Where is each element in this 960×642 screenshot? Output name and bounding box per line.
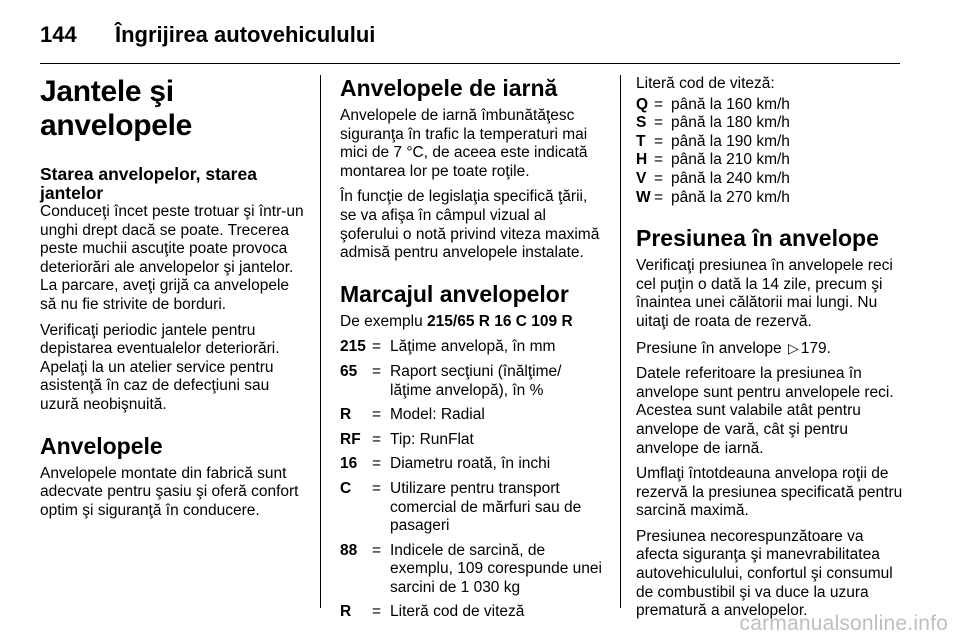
paragraph: Umflaţi întotdeauna anvelopa roţii de rezervă la presiunea specificată pentru sarcină maximă. [636, 465, 903, 520]
list-separator: = [654, 132, 664, 150]
list-definition: până la 270 km/h [671, 188, 790, 206]
list-definition: Raport secţiuni (înălţime/ lăţime anvelopă), în % [390, 362, 562, 399]
list-separator: = [372, 362, 382, 380]
list-separator: = [654, 114, 664, 132]
column-divider-1 [320, 75, 321, 608]
speed-code-list [636, 96, 906, 208]
paragraph-pressure-ref [636, 339, 906, 359]
paragraph: Verificaţi presiunea în anvelopele reci cel puţin o dată la 14 zile, precum şi înaintea unei călătorii mai lungi. Nu uitaţi de roata de rezervă. [636, 257, 893, 330]
list-definition: până la 180 km/h [671, 114, 790, 132]
list-item [340, 363, 602, 400]
list-term: 88 [340, 541, 358, 559]
list-term: R [340, 406, 352, 424]
paragraph: Anvelopele montate din fabrică sunt adecvate pentru şasiu şi oferă confort optim şi siguranţă în conducere. [40, 464, 299, 519]
list-term: S [636, 114, 647, 132]
paragraph: Verificaţi periodic jantele pentru depistarea eventualelor deteriorări. Apelaţi la un atelier service pentru asistenţă în caz de defecţiuni sau uzură neobişnuită. [40, 321, 280, 413]
column-divider-2 [620, 75, 621, 608]
list-separator: = [654, 151, 664, 169]
list-term: 215 [340, 338, 366, 356]
list-definition: Literă cod de viteză [390, 603, 525, 621]
list-term: V [636, 169, 647, 187]
header-rule [40, 63, 900, 64]
list-term: C [340, 479, 352, 497]
list-term: RF [340, 430, 361, 448]
list-definition: Indicele de sarcină, de exemplu, 109 corespunde unei sarcini de 1 030 kg [390, 541, 602, 596]
section-heading-tyres: Anvelopele [40, 432, 163, 459]
list-separator: = [654, 169, 664, 187]
pressure-ref-text: Presiune în anvelope [636, 339, 782, 357]
paragraph: Datele referitoare la presiunea în anvelope sunt pentru anvelopele reci. Acestea sunt valabile atât pentru anvelope de vară, cât şi pentru anvelope de iarnă. [636, 365, 894, 457]
list-separator: = [372, 406, 382, 424]
list-separator: = [372, 430, 382, 448]
tyre-marking-list [340, 338, 602, 622]
section-heading-tyre-marking: Marcajul anvelopelor [340, 280, 569, 307]
list-separator: = [654, 95, 664, 113]
list-definition: până la 160 km/h [671, 95, 790, 113]
list-term: 65 [340, 362, 358, 380]
paragraph: În funcţie de legislaţia specifică ţării, se va afişa în câmpul vizual al şoferului o notă privind viteza maximă admisă pentru anvelopele instalate. [340, 188, 600, 262]
list-term: R [340, 603, 352, 621]
page-reference-icon: ▷ [787, 339, 799, 356]
list-definition: Tip: RunFlat [390, 430, 474, 448]
list-term: 16 [340, 455, 358, 473]
list-item [340, 603, 602, 622]
list-definition: Lăţime anvelopă, în mm [390, 338, 556, 356]
paragraph: Anvelopele de iarnă îmbunătăţesc siguranţa în trafic la temperaturi mai mici de 7 °C, de aceea este indicată montarea lor pe toate roţile. [340, 107, 588, 180]
list-item [636, 114, 906, 133]
list-definition: Model: Radial [390, 406, 485, 424]
list-item [636, 96, 906, 115]
running-title: Îngrijirea autovehiculului [115, 22, 376, 47]
page-number: 144 [40, 22, 77, 47]
paragraph: Presiunea necorespunzătoare va afecta siguranţa şi manevrabilitatea autovehiculului, confortul şi consumul de combustibil şi va duce la uzura prematură a anvelopelor. [636, 527, 893, 620]
list-term: T [636, 132, 646, 150]
list-term: Q [636, 95, 649, 113]
list-separator: = [372, 338, 382, 356]
example-code: 215/65 R 16 C 109 R [427, 312, 573, 330]
watermark: carmanualsonline.info [739, 612, 948, 635]
column-3 [636, 75, 906, 628]
list-item [340, 406, 602, 425]
list-item [636, 170, 906, 189]
list-item [340, 480, 602, 536]
list-item [636, 133, 906, 152]
example-line [340, 313, 602, 332]
list-item [636, 189, 906, 208]
list-item [340, 542, 602, 598]
section-heading-winter-tyres: Anvelopele de iarnă [340, 75, 558, 101]
column-1 [40, 75, 308, 527]
list-term: H [636, 151, 648, 169]
list-definition: până la 190 km/h [671, 132, 790, 150]
list-separator: = [372, 455, 382, 473]
paragraph: Conduceţi încet peste trotuar şi într-un unghi drept dacă se poate. Trecerea peste muchii ascuţite poate provoca deteriorări ale anvelopelor şi jantelor. La parcare, aveţi grijă ca anvelopele să nu fie strivite de borduri. [40, 203, 304, 313]
column-2 [340, 75, 602, 628]
section-heading-rim-condition: Starea anvelopelor, starea jantelor [40, 164, 257, 203]
list-definition: până la 240 km/h [671, 169, 790, 187]
list-item [340, 455, 602, 474]
list-item [340, 431, 602, 450]
section-heading-tyre-pressure: Presiunea în anvelope [636, 225, 879, 252]
speed-code-intro: Literă cod de viteză: [636, 75, 775, 92]
list-item [636, 151, 906, 170]
example-prefix: De exemplu [340, 312, 423, 330]
list-definition: Diametru roată, în inchi [390, 455, 551, 473]
list-definition: Utilizare pentru transport comercial de mărfuri sau de pasageri [390, 479, 582, 535]
list-separator: = [372, 603, 382, 621]
list-separator: = [654, 188, 664, 206]
list-separator: = [372, 541, 382, 559]
list-definition: până la 210 km/h [671, 151, 790, 169]
list-term: W [636, 188, 651, 206]
list-item [340, 338, 602, 357]
chapter-title: Jantele şi anvelopele [40, 75, 193, 142]
page-header [40, 22, 920, 54]
page-reference[interactable]: 179. [800, 339, 831, 357]
list-separator: = [372, 479, 382, 497]
